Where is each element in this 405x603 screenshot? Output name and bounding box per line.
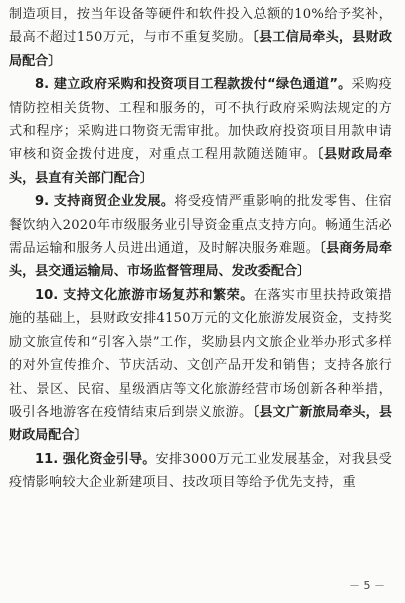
prev-item-paragraph bbox=[9, 3, 392, 73]
item-11-paragraph bbox=[9, 448, 392, 495]
item-9-paragraph bbox=[9, 190, 392, 284]
item-11-body: 安排3000万元工业发展基金，对我县受疫情影响较大企业新建项目、技改项目等给予优先支持，重 bbox=[9, 451, 392, 491]
item-11-title: 11. 强化资金引导。 bbox=[35, 451, 156, 467]
prev-item-body: 制造项目，按当年设备等硬件和软件投入总额的10%给予奖补，最高不超过150万元，与市不重复奖励。 bbox=[9, 7, 392, 46]
item-8-paragraph bbox=[9, 73, 392, 190]
item-10-paragraph bbox=[9, 284, 392, 448]
page-number: － 5 － bbox=[349, 579, 385, 592]
item-9-title: 9. 支持商贸企业发展。 bbox=[35, 194, 175, 210]
item-10-body: 在落实市里扶持政策措施的基础上，县财政安排4150万元的文化旅游发展资金，支持奖励文旅宣传和“引客入崇”工作，奖励县内文旅企业举办形式多样的对外宣传推介、节庆活动、文创产品开发和销售；支持各旅行社、景区、民宿、星级酒店等文化旅游经营市场创新各种举措，吸引各地游客在疫情结束后到崇义旅游。 bbox=[9, 287, 392, 420]
item-10-lead-agency: 〔县文广新旅局牵头，县财政局配合〕 bbox=[9, 404, 393, 444]
item-8-lead-agency: 〔县财政局牵头，县直有关部门配合〕 bbox=[9, 147, 393, 186]
item-10-title: 10. 支持文化旅游市场复苏和繁荣。 bbox=[35, 287, 254, 303]
item-9-body: 将受疫情严重影响的批发零售、住宿餐饮纳入2020年市级服务业引导资金重点支持方向。畅通生活必需品运输和服务人员进出通道，及时解决服务难题。 bbox=[9, 194, 392, 257]
item-8-body: 采购疫情防控相关货物、工程和服务的，可不执行政府采购法规定的方式和程序；采购进口物资无需审批。加快政府投资项目用款申请审核和资金拨付进度，对重点工程用款随送随审。 bbox=[9, 77, 393, 163]
item-9-lead-agency: 〔县商务局牵头，县交通运输局、市场监督管理局、发改委配合〕 bbox=[9, 241, 393, 280]
item-8-title: 8. 建立政府采购和投资项目工程款拨付“绿色通道”。 bbox=[35, 77, 352, 93]
prev-item-lead-agency: 〔县工信局牵头，县财政局配合〕 bbox=[9, 30, 392, 69]
